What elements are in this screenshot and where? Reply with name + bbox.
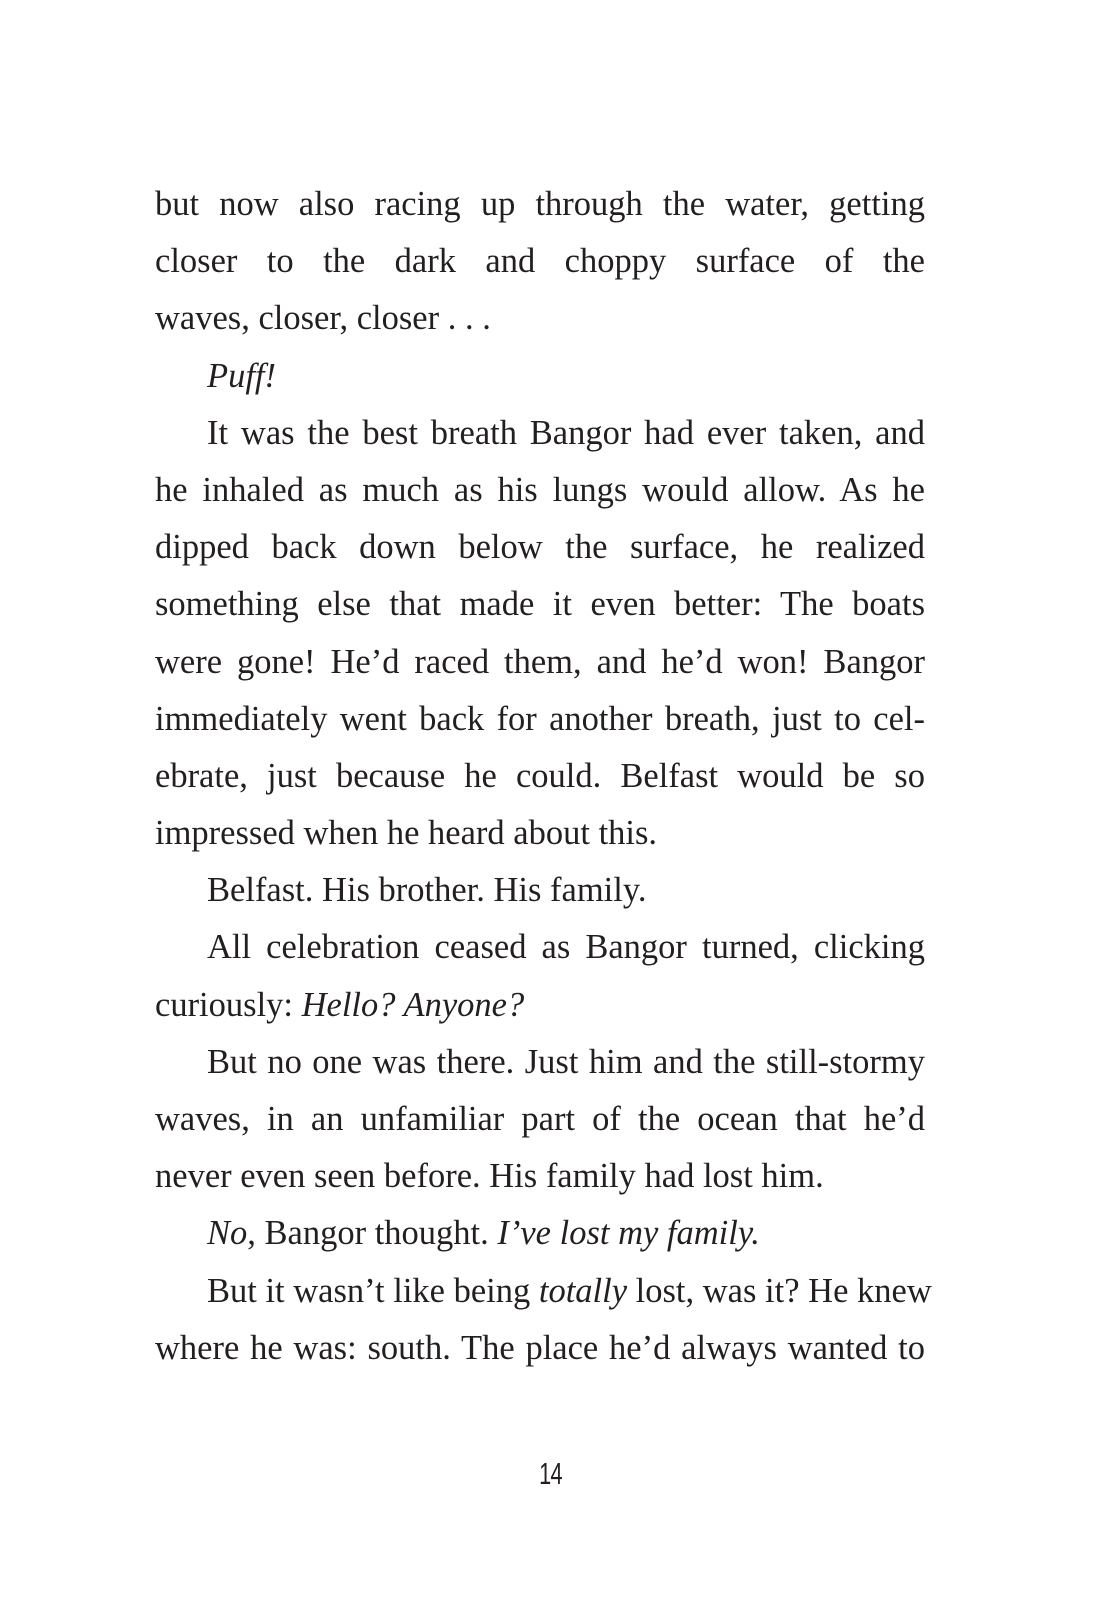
text-segment-italic: Hello? Anyone?	[301, 985, 525, 1024]
text-line: waves, closer, closer . . .	[155, 299, 491, 338]
text-segment-italic: No	[207, 1214, 248, 1253]
text-segment-italic: I’ve lost my family.	[497, 1214, 760, 1253]
text-segment: lost, was it? He knew	[627, 1271, 932, 1310]
text-line	[155, 1205, 925, 1262]
text-segment: , Bangor thought.	[247, 1214, 498, 1253]
text-line: impressed when he heard about this.	[155, 814, 658, 853]
text-line: dipped back down below the surface, he realized	[155, 528, 925, 567]
text-line: immediately went back for another breath, just to cel-	[155, 699, 925, 738]
text-line: ebrate, just because he could. Belfast would be so	[155, 756, 925, 795]
text-segment: But it wasn’t like being	[207, 1271, 539, 1310]
text-segment: curiously:	[155, 985, 302, 1024]
page-number: 14	[539, 1456, 562, 1491]
text-line: Belfast. His brother. His family.	[207, 871, 647, 910]
text-segment-italic: totally	[538, 1271, 628, 1310]
text-line: something else that made it even better: The boats	[155, 585, 925, 624]
text-line: were gone! He’d raced them, and he’d won! Bangor	[155, 642, 925, 681]
text-line: where he was: south. The place he’d always wanted to	[155, 1328, 925, 1367]
text-line: never even seen before. His family had lost him.	[155, 1157, 824, 1196]
text-line: But no one was there. Just him and the still-stormy	[207, 1042, 925, 1081]
text-line: but now also racing up through the water, getting	[155, 185, 925, 223]
text-line: he inhaled as much as his lungs would allow. As he	[155, 470, 925, 509]
text-line: All celebration ceased as Bangor turned, clicking	[207, 928, 925, 967]
text-line: It was the best breath Bangor had ever taken, and	[207, 413, 925, 452]
text-line	[155, 1263, 932, 1320]
text-line: waves, in an unfamiliar part of the ocean that he’d	[155, 1100, 925, 1138]
body-text	[155, 176, 932, 1377]
text-line: closer to the dark and choppy surface of the	[155, 242, 925, 281]
text-line	[155, 977, 925, 1034]
text-line-italic: Puff!	[207, 356, 276, 395]
